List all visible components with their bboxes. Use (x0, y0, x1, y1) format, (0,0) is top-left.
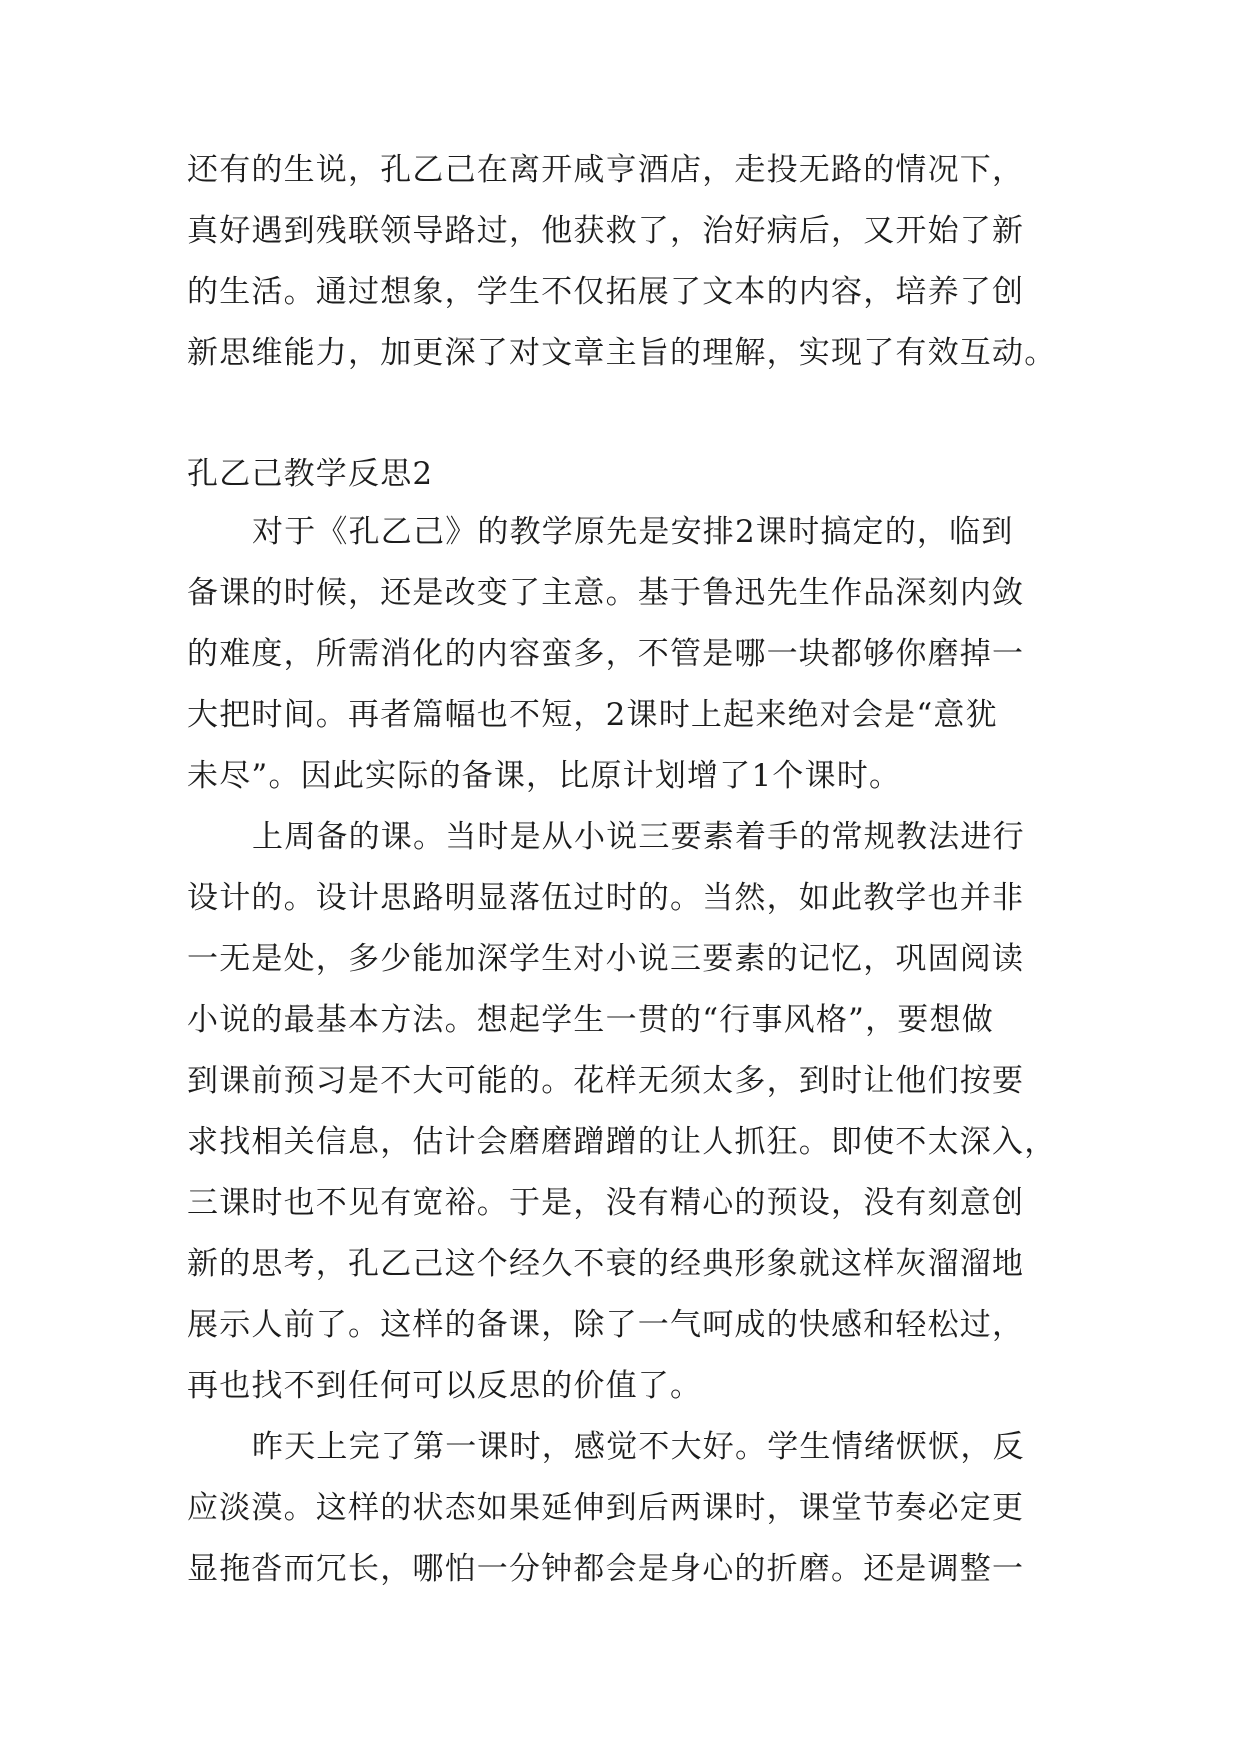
text-line: 的生活。通过想象，学生不仅拓展了文本的内容，培养了创 (187, 274, 1025, 310)
text-line: 未尽”。因此实际的备课，比原计划增了1个课时。 (187, 758, 902, 794)
text-line: 大把时间。再者篇幅也不短，2课时上起来绝对会是“意犹 (187, 697, 998, 733)
text-line: 显拖沓而冗长，哪怕一分钟都会是身心的折磨。还是调整一 (187, 1551, 1025, 1587)
text-line: 昨天上完了第一课时，感觉不大好。学生情绪恹恹，反 (252, 1429, 1025, 1465)
text-line: 小说的最基本方法。想起学生一贯的“行事风格”，要想做 (187, 1002, 994, 1038)
text-line: 三课时也不见有宽裕。于是，没有精心的预设，没有刻意创 (187, 1185, 1025, 1221)
text-line: 一无是处，多少能加深学生对小说三要素的记忆，巩固阅读 (187, 941, 1025, 977)
section-title: 孔乙己教学反思2 (187, 456, 434, 492)
text-line: 展示人前了。这样的备课，除了一气呵成的快感和轻松过， (187, 1307, 1025, 1343)
text-line: 应淡漠。这样的状态如果延伸到后两课时，课堂节奏必定更 (187, 1490, 1025, 1526)
text-line: 上周备的课。当时是从小说三要素着手的常规教法进行 (252, 819, 1025, 855)
text-line: 真好遇到残联领导路过，他获救了，治好病后，又开始了新 (187, 213, 1025, 249)
text-line: 备课的时候，还是改变了主意。基于鲁迅先生作品深刻内敛 (187, 575, 1025, 611)
text-line: 求找相关信息，估计会磨磨蹭蹭的让人抓狂。即使不太深入， (187, 1124, 1057, 1160)
text-line: 的难度，所需消化的内容蛮多，不管是哪一块都够你磨掉一 (187, 636, 1025, 672)
text-line: 新思维能力，加更深了对文章主旨的理解，实现了有效互动。 (187, 335, 1057, 371)
text-line: 还有的生说，孔乙己在离开咸亨酒店，走投无路的情况下， (187, 152, 1025, 188)
text-line: 设计的。设计思路明显落伍过时的。当然，如此教学也并非 (187, 880, 1025, 916)
text-line: 新的思考，孔乙己这个经久不衰的经典形象就这样灰溜溜地 (187, 1246, 1025, 1282)
text-line: 再也找不到任何可以反思的价值了。 (187, 1368, 703, 1404)
text-line: 到课前预习是不大可能的。花样无须太多，到时让他们按要 (187, 1063, 1025, 1099)
text-line: 对于《孔乙己》的教学原先是安排2课时搞定的，临到 (252, 514, 1014, 550)
